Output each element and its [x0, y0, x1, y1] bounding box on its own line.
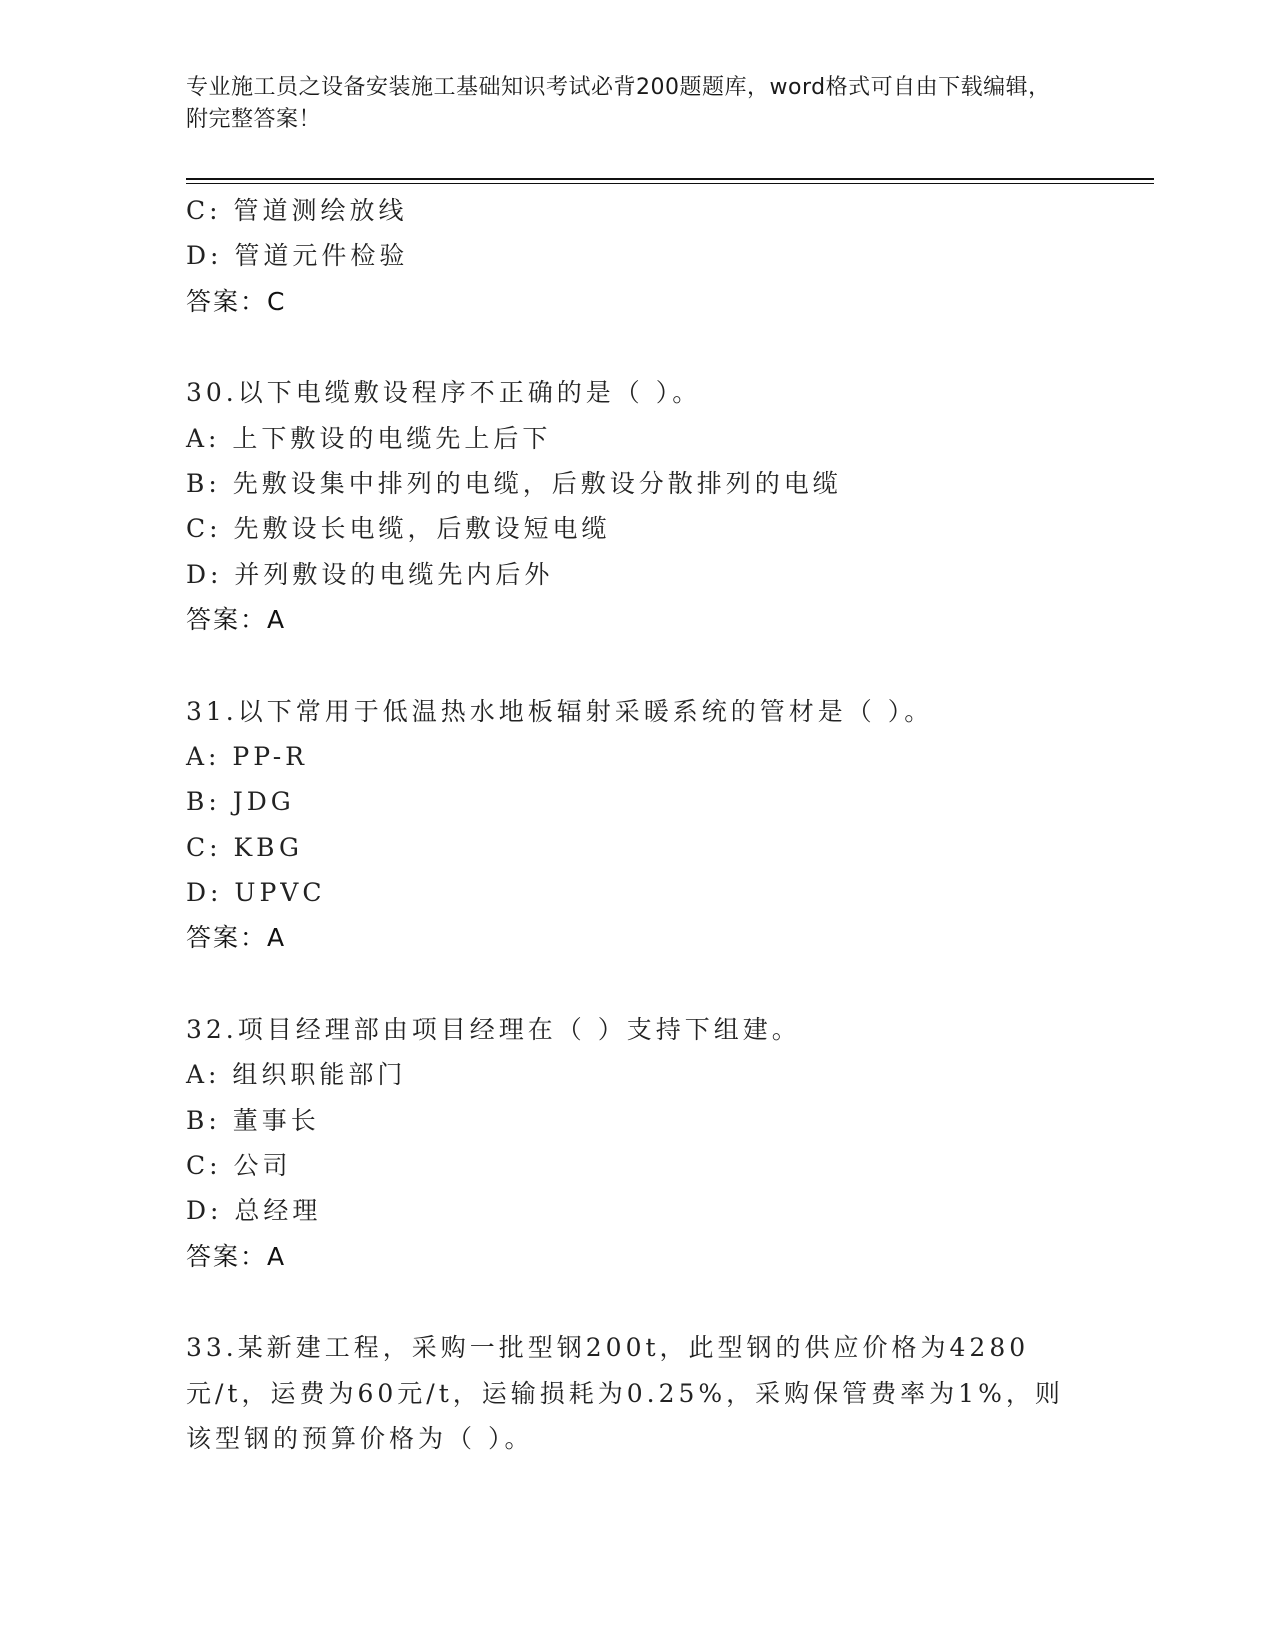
question-block-31: [186, 689, 1086, 961]
question-stem: 33.某新建工程，采购一批型钢200t，此型钢的供应价格为4280元/t，运费为60元/t，运输损耗为0.25%，采购保管费率为1%，则该型钢的预算价格为（ ）。: [186, 1333, 1064, 1454]
option-c: C: 先敷设长电缆，后敷设短电缆: [186, 514, 611, 544]
header-rule-thin: [186, 183, 1154, 184]
question-stem: 30.以下电缆敷设程序不正确的是（ ）。: [186, 378, 702, 408]
answer-line: 答案：C: [186, 286, 287, 316]
question-stem: 32.项目经理部由项目经理在（ ）支持下组建。: [186, 1014, 801, 1044]
answer-line: 答案：A: [186, 923, 287, 953]
option-a: A: 组织职能部门: [186, 1060, 407, 1090]
option-d: D: UPVC: [186, 878, 326, 908]
question-stem: 31.以下常用于低温热水地板辐射采暖系统的管材是（ ）。: [186, 696, 934, 726]
answer-line: 答案：A: [186, 1241, 287, 1271]
question-block-32: [186, 1007, 1086, 1279]
header-rule-thick: [186, 178, 1154, 180]
question-list: [186, 188, 1086, 1461]
option-d: D: 管道元件检验: [186, 241, 409, 271]
document-header: 专业施工员之设备安装施工基础知识考试必背200题题库，word格式可自由下载编辑，附完整答案！: [186, 75, 1051, 132]
option-c: C: 公司: [186, 1151, 292, 1181]
option-d: D: 并列敷设的电缆先内后外: [186, 559, 554, 589]
option-a: A: 上下敷设的电缆先上后下: [186, 423, 552, 453]
option-a: A: PP-R: [186, 741, 308, 771]
option-c: C: 管道测绘放线: [186, 196, 408, 225]
question-block-partial: [186, 188, 1086, 324]
option-c: C: KBG: [186, 832, 303, 862]
question-block-33: [186, 1325, 1086, 1461]
option-d: D: 总经理: [186, 1196, 322, 1226]
option-b: B: JDG: [186, 787, 295, 817]
option-b: B: 先敷设集中排列的电缆，后敷设分散排列的电缆: [186, 468, 842, 498]
question-block-30: [186, 370, 1086, 642]
answer-line: 答案：A: [186, 605, 287, 635]
option-b: B: 董事长: [186, 1105, 320, 1135]
